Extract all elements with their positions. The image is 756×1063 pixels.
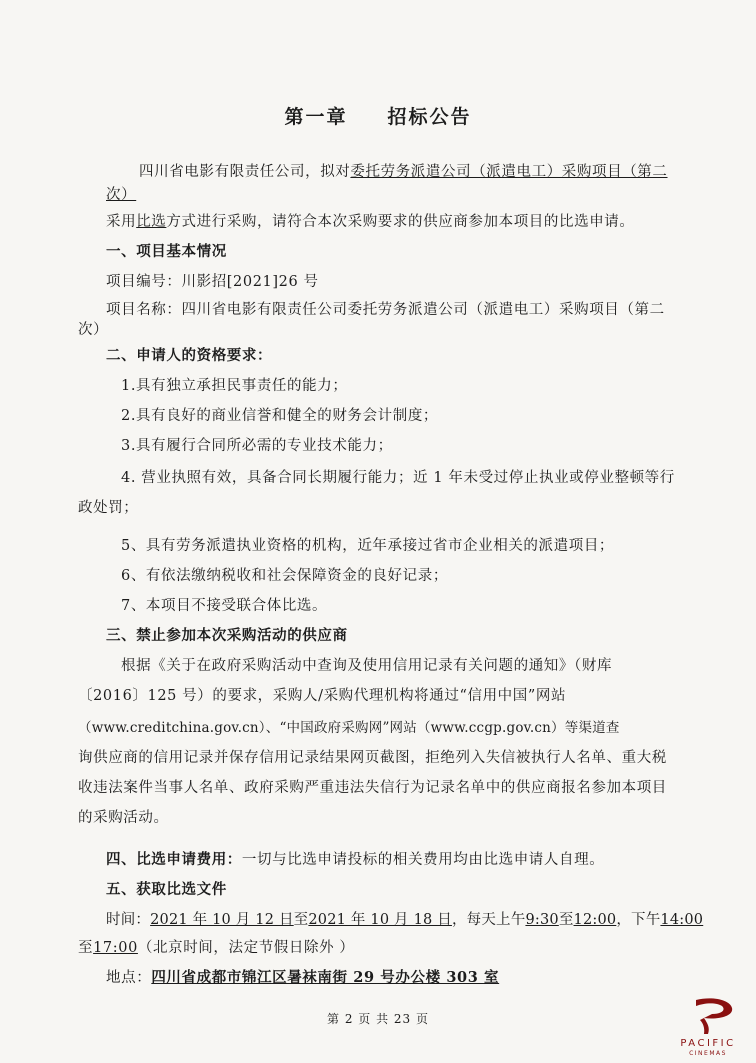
- intro-method-rest: 方式进行采购，请符合本次采购要求的供应商参加本项目的比选申请。: [166, 214, 635, 230]
- start-date: 2021 年 10 月 12 日: [150, 912, 294, 928]
- to-text: 至: [558, 912, 574, 928]
- time-line-1: [106, 910, 703, 930]
- requirement-item: 3.具有履行合同所必需的专业技术能力；: [121, 438, 393, 454]
- to-text: 至: [293, 912, 309, 928]
- project-name-line-1: 项目名称：四川省电影有限责任公司委托劳务派遣公司（派遣电工）采购项目（第二: [106, 302, 665, 318]
- intro-method-prefix: 采用: [106, 214, 137, 230]
- requirement-item: 6、有依法缴纳税收和社会保障资金的良好记录；: [121, 568, 448, 584]
- chapter-title: [0, 102, 756, 129]
- section-4-heading: 四、比选申请费用：: [106, 851, 242, 868]
- time-note: （北京时间，法定节假日除外 ）: [137, 940, 355, 956]
- pm-end: 17:00: [93, 940, 138, 956]
- pm-start: 14:00: [660, 912, 704, 928]
- afternoon-text: ，下午: [616, 912, 661, 928]
- time-line-2: [78, 938, 355, 958]
- intro-line-2: 次）: [106, 187, 137, 203]
- chapter-number: 第一章: [284, 106, 348, 128]
- intro-line-3: [106, 212, 635, 232]
- place-label: 地点：: [106, 970, 152, 986]
- intro-company: 四川省电影有限责任公司，拟对: [139, 164, 351, 180]
- section-3-line: 〔2016〕125 号）的要求，采购人/采购代理机构将通过“信用中国”网站: [78, 688, 567, 704]
- section-3-heading: 三、禁止参加本次采购活动的供应商: [106, 627, 348, 644]
- am-end: 12:00: [573, 912, 617, 928]
- section-1-heading: 一、项目基本情况: [106, 243, 227, 260]
- logo-subtext: CINEMAS: [689, 1050, 727, 1057]
- section-2-heading: 二、申请人的资格要求：: [106, 347, 273, 364]
- section-3-line: （www.creditchina.gov.cn）、“中国政府采购网”网站（www.ccgp.gov.cn）等渠道查: [78, 720, 620, 736]
- section-4-line: [106, 850, 604, 870]
- section-5-heading: 五、获取比选文件: [106, 881, 227, 898]
- requirement-item: 1.具有独立承担民事责任的能力；: [121, 378, 348, 394]
- end-date: 2021 年 10 月 18 日: [308, 912, 452, 928]
- morning-text: ，每天上午: [451, 912, 526, 928]
- section-3-line: 的采购活动。: [78, 810, 169, 826]
- requirement-item-cont: 政处罚；: [78, 500, 139, 516]
- place-line: [106, 968, 499, 988]
- section-3-line: 收违法案件当事人名单、政府采购严重违法失信行为记录名单中的供应商报名参加本项目: [78, 780, 667, 796]
- intro-method: 比选: [136, 214, 167, 230]
- requirement-item: 7、本项目不接受联合体比选。: [121, 598, 328, 614]
- section-4-text: 一切与比选申请投标的相关费用均由比选申请人自理。: [241, 852, 605, 868]
- section-3-line: 根据《关于在政府采购活动中查询及使用信用记录有关问题的通知》（财库: [121, 658, 613, 674]
- logo-text: PACIFIC: [680, 1038, 736, 1049]
- intro-project: 委托劳务派遣公司（派遣电工）采购项目（第二: [350, 164, 668, 180]
- time-label: 时间：: [106, 912, 151, 928]
- requirement-item: 2.具有良好的商业信誉和健全的财务会计制度；: [121, 408, 439, 424]
- project-name-line-2: 次）: [78, 322, 109, 338]
- requirement-item: 4. 营业执照有效，具备合同长期履行能力；近 1 年未受过停止执业或停业整顿等行: [121, 470, 675, 486]
- requirement-item: 5、具有劳务派遣执业资格的机构，近年承接过省市企业相关的派遣项目；: [121, 538, 615, 554]
- project-number: 项目编号：川影招[2021]26 号: [106, 274, 319, 290]
- page-footer: 第 2 页 共 23 页: [327, 1012, 429, 1026]
- place-address: 四川省成都市锦江区暑袜南街 29 号办公楼 303 室: [151, 969, 500, 986]
- to-text: 至: [78, 940, 94, 956]
- section-3-line: 询供应商的信用记录并保存信用记录结果网页截图，拒绝列入失信被执行人名单、重大税: [78, 750, 667, 766]
- am-start: 9:30: [525, 912, 559, 928]
- chapter-name: 招标公告: [387, 106, 472, 128]
- intro-line-1: [139, 162, 668, 182]
